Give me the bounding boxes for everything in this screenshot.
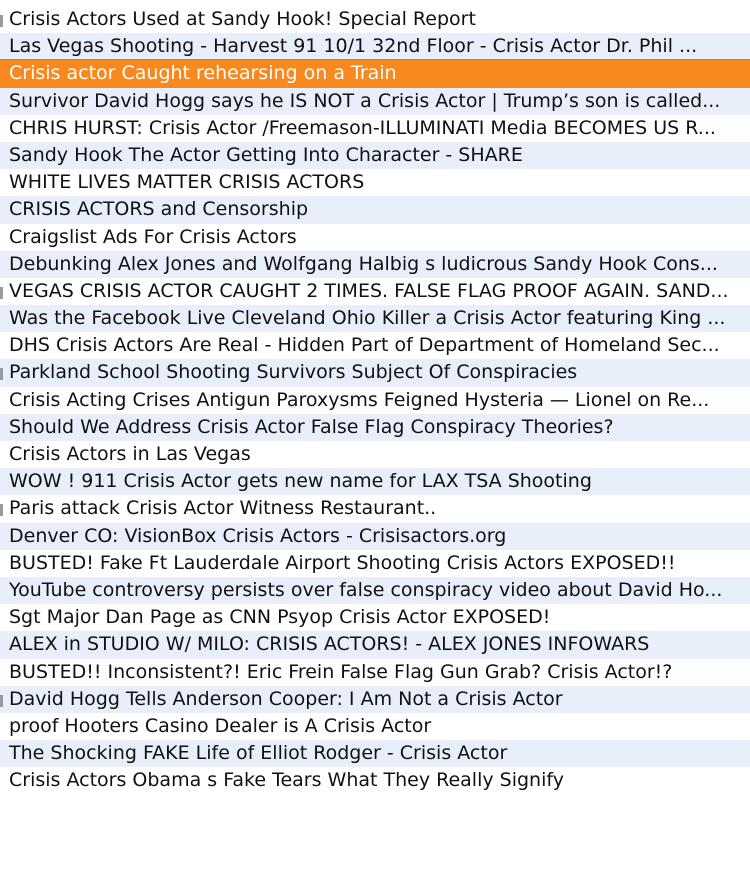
list-item[interactable]: The Shocking FAKE Life of Elliot Rodger - Crisis Actor xyxy=(0,740,750,767)
list-item[interactable]: Should We Address Crisis Actor False Flag Conspiracy Theories? xyxy=(0,414,750,441)
list-item[interactable]: WOW ! 911 Crisis Actor gets new name for LAX TSA Shooting xyxy=(0,468,750,495)
list-item[interactable]: VEGAS CRISIS ACTOR CAUGHT 2 TIMES. FALSE FLAG PROOF AGAIN. SAND... xyxy=(0,278,750,305)
list-item[interactable]: WHITE LIVES MATTER CRISIS ACTORS xyxy=(9,171,365,194)
list-item[interactable]: Las Vegas Shooting - Harvest 91 10/1 32nd Floor - Crisis Actor Dr. Phil ... xyxy=(0,33,750,60)
list-item[interactable]: Crisis Actors Used at Sandy Hook! Special Report xyxy=(0,6,750,33)
row-marker xyxy=(0,504,3,516)
list-item[interactable]: Sgt Major Dan Page as CNN Psyop Crisis Actor EXPOSED! xyxy=(9,606,551,629)
list-item[interactable]: Survivor David Hogg says he IS NOT a Crisis Actor | Trump’s son is called... xyxy=(0,88,750,115)
list-item[interactable]: BUSTED! Fake Ft Lauderdale Airport Shooting Crisis Actors EXPOSED!! xyxy=(9,551,676,574)
list-item[interactable]: Denver CO: VisionBox Crisis Actors - Crisisactors.org xyxy=(0,523,750,550)
list-item[interactable]: Was the Facebook Live Cleveland Ohio Killer a Crisis Actor featuring King ... xyxy=(0,305,750,332)
list-item[interactable]: DHS Crisis Actors Are Real - Hidden Part of Department of Homeland Sec... xyxy=(9,334,720,357)
list-item[interactable]: Crisis Actors in Las Vegas xyxy=(9,443,251,465)
row-marker xyxy=(0,368,3,380)
list-item[interactable]: Paris attack Crisis Actor Witness Restaurant.. xyxy=(0,495,750,522)
list-item[interactable]: CRISIS ACTORS and Censorship xyxy=(0,196,750,223)
list-item[interactable]: proof Hooters Casino Dealer is A Crisis Actor xyxy=(9,714,432,737)
list-item[interactable]: Debunking Alex Jones and Wolfgang Halbig s ludicrous Sandy Hook Cons... xyxy=(0,251,750,278)
list-item[interactable]: Parkland School Shooting Survivors Subject Of Conspiracies xyxy=(0,359,750,386)
list-item[interactable]: ALEX in STUDIO W/ MILO: CRISIS ACTORS! - ALEX JONES INFOWARS xyxy=(0,631,750,658)
list-item[interactable]: Craigslist Ads For Crisis Actors xyxy=(9,225,297,248)
list-item[interactable]: YouTube controversy persists over false conspiracy video about David Ho... xyxy=(0,577,750,604)
list-item[interactable]: Crisis Actors Obama s Fake Tears What They Really Signify xyxy=(9,769,564,792)
list-item[interactable]: Crisis Acting Crises Antigun Paroxysms Feigned Hysteria — Lionel on Re... xyxy=(9,388,710,411)
row-marker xyxy=(0,15,3,27)
video-title-list xyxy=(0,6,750,794)
row-marker xyxy=(0,695,3,707)
list-item[interactable]: BUSTED!! Inconsistent?! Eric Frein False Flag Gun Grab? Crisis Actor!? xyxy=(9,660,673,683)
list-item[interactable]: David Hogg Tells Anderson Cooper: I Am Not a Crisis Actor xyxy=(0,686,750,713)
row-marker xyxy=(0,287,3,299)
list-item[interactable]: CHRIS HURST: Crisis Actor /Freemason-ILLUMINATI Media BECOMES US R... xyxy=(9,116,716,139)
list-item-selected[interactable]: Crisis actor Caught rehearsing on a Train xyxy=(0,60,750,87)
list-item[interactable]: Sandy Hook The Actor Getting Into Character - SHARE xyxy=(0,142,750,169)
